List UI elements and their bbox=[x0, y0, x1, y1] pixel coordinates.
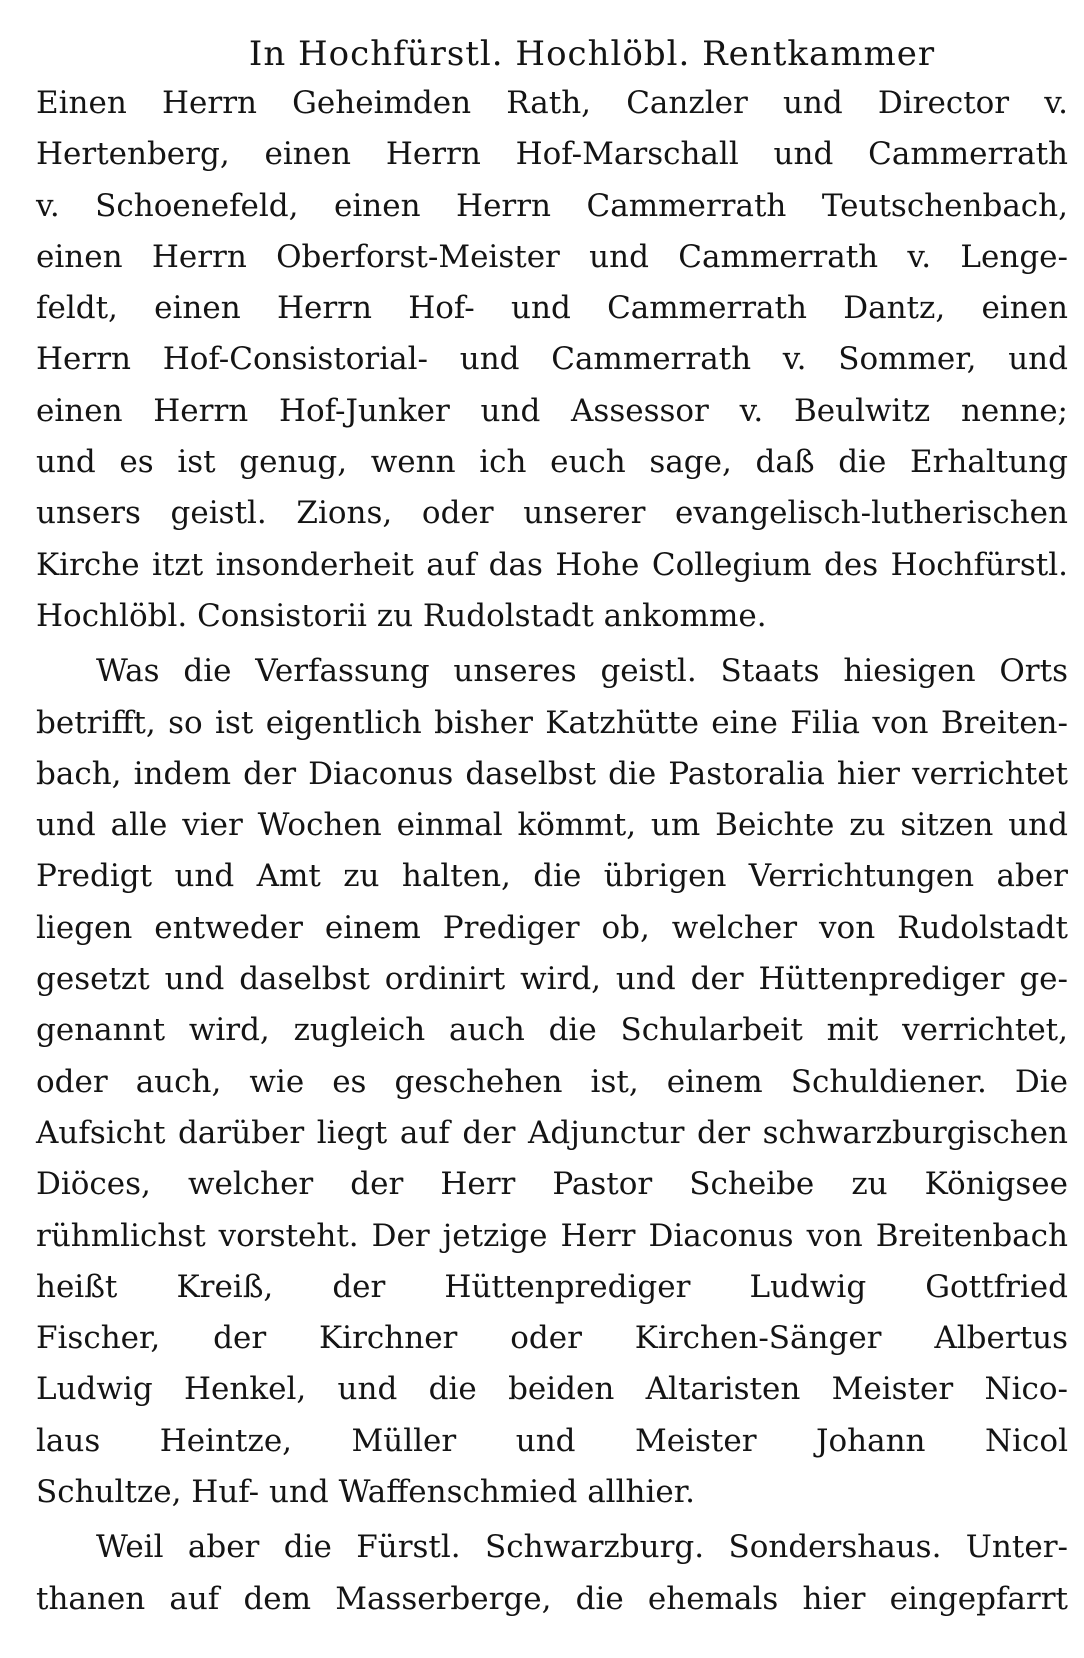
text-line: Was die Verfassung unseres geistl. Staats hiesigen Orts bbox=[96, 653, 1068, 690]
text-line: gesetzt und daselbst ordinirt wird, und der Hüttenprediger ge- bbox=[36, 961, 1068, 998]
text-line: v. Schoenefeld, einen Herrn Cammerrath Teutschenbach, bbox=[36, 187, 1068, 224]
text-line: bach, indem der Diaconus daselbst die Pastoralia hier verrichtet bbox=[36, 755, 1068, 792]
text-line: heißt Kreiß, der Hüttenprediger Ludwig Gottfried bbox=[36, 1268, 1068, 1305]
body-text bbox=[36, 78, 1068, 1625]
text-line: oder auch, wie es geschehen ist, einem Schuldiener. Die bbox=[36, 1063, 1068, 1100]
paragraph-2 bbox=[36, 646, 1068, 1518]
text-line: thanen auf dem Masserberge, die ehemals hier eingepfarrt bbox=[36, 1580, 1068, 1617]
text-line: Schultze, Huf- und Waffenschmied allhier. bbox=[36, 1474, 695, 1511]
text-line: Aufsicht darüber liegt auf der Adjunctur der schwarzburgischen bbox=[36, 1114, 1068, 1151]
paragraph-3 bbox=[36, 1522, 1068, 1625]
text-line: betrifft, so ist eigentlich bisher Katzhütte eine Filia von Breiten- bbox=[36, 704, 1068, 741]
text-line: Kirche itzt insonderheit auf das Hohe Collegium des Hochfürstl. bbox=[36, 546, 1068, 583]
text-line: Ludwig Henkel, und die beiden Altaristen Meister Nico- bbox=[36, 1371, 1068, 1408]
text-line: und es ist genug, wenn ich euch sage, daß die Erhaltung bbox=[36, 444, 1068, 481]
text-line: Diöces, welcher der Herr Pastor Scheibe zu Königsee bbox=[36, 1166, 1068, 1203]
text-line: genannt wird, zugleich auch die Schularbeit mit verrichtet, bbox=[36, 1012, 1068, 1049]
text-line: einen Herrn Hof-Junker und Assessor v. Beulwitz nenne; bbox=[36, 392, 1068, 429]
text-line: liegen entweder einem Prediger ob, welcher von Rudolstadt bbox=[36, 909, 1068, 946]
text-line: Fischer, der Kirchner oder Kirchen-Sänger Albertus bbox=[36, 1320, 1068, 1357]
text-line: Weil aber die Fürstl. Schwarzburg. Sondershaus. Unter- bbox=[96, 1529, 1068, 1566]
text-line: einen Herrn Oberforst-Meister und Cammerrath v. Lenge- bbox=[36, 238, 1068, 275]
text-line: unsers geistl. Zions, oder unserer evangelisch-lutherischen bbox=[36, 495, 1068, 532]
text-line: Predigt und Amt zu halten, die übrigen Verrichtungen aber bbox=[36, 858, 1068, 895]
text-line: Einen Herrn Geheimden Rath, Canzler und Director v. bbox=[36, 85, 1068, 121]
page-heading: In Hochfürstl. Hochlöbl. Rentkammer bbox=[248, 34, 936, 74]
text-line: Hochlöbl. Consistorii zu Rudolstadt ankomme. bbox=[36, 597, 767, 634]
text-line: Herrn Hof-Consistorial- und Cammerrath v. Sommer, und bbox=[36, 341, 1068, 378]
text-line: Hertenberg, einen Herrn Hof-Marschall und Cammerrath bbox=[36, 136, 1068, 173]
paragraph-1 bbox=[36, 78, 1068, 642]
text-line: rühmlichst vorsteht. Der jetzige Herr Diaconus von Breitenbach bbox=[36, 1217, 1068, 1254]
text-line: laus Heintze, Müller und Meister Johann Nicol bbox=[36, 1422, 1068, 1459]
text-line: und alle vier Wochen einmal kömmt, um Beichte zu sitzen und bbox=[36, 807, 1068, 844]
text-line: feldt, einen Herrn Hof- und Cammerrath Dantz, einen bbox=[36, 290, 1068, 327]
